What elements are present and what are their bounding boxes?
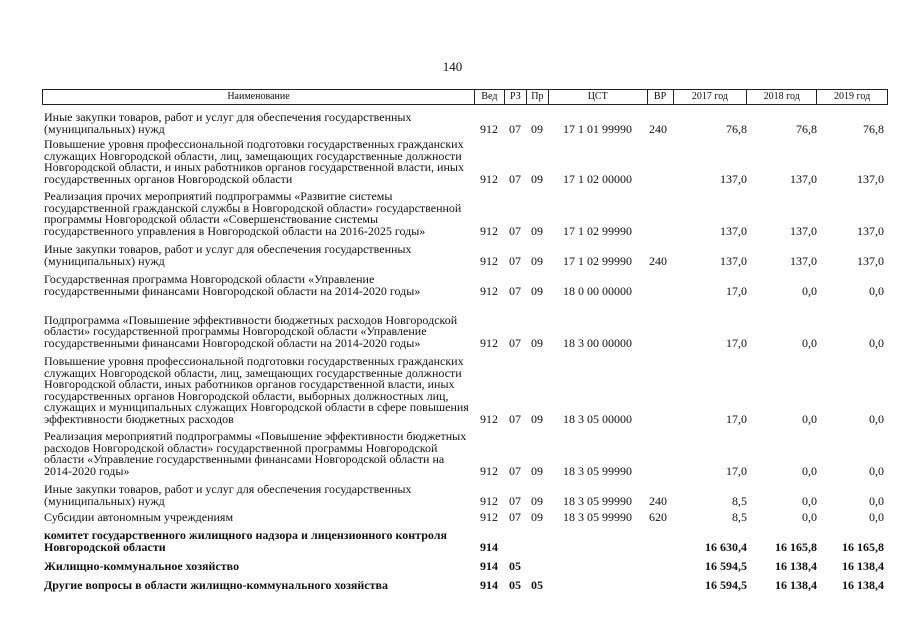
row-cst: 17 1 02 99990 [563,253,632,268]
row-pr: 09 [531,223,543,238]
table-row [42,273,888,297]
row-name: Реализация мероприятий подпрограммы «Повышение эффективности бюджетных расходов Новгородской области» государственной программы Новгородской области «Управление государственными финансами Новгородской области на 2014-2020 годы» [44,429,467,478]
row-name: Государственная программа Новгородской области «Управление государственными финансами Новгородской области на 2014-2020 годы» [44,272,421,298]
row-ved: 914 [480,558,498,573]
row-2018: 16 138,4 [775,558,817,573]
row-pr: 09 [531,171,543,186]
header-2018: 2018 год [746,90,816,104]
row-2018: 16 165,8 [775,539,817,554]
row-name: Повышение уровня профессиональной подготовки государственных гражданских служащих Новгородской области, лиц, замещающих государственные должности Новгородской области, и иных работников органов государственной власти, иных государственных органов Новгородской области [44,137,464,186]
row-pr: 09 [531,493,543,508]
row-ved: 914 [480,539,498,554]
row-2019: 76,8 [863,121,884,136]
header-vr: ВР [647,90,673,104]
row-2017: 17,0 [726,335,747,350]
row-rz: 05 [509,558,521,573]
table-row [42,355,888,425]
header-cst: ЦСТ [548,90,647,104]
row-name: Жилищно-коммунальное хозяйство [44,558,240,573]
row-2017: 16 594,5 [705,558,747,573]
row-2018: 0,0 [802,283,817,298]
row-2018: 0,0 [802,335,817,350]
row-name: Реализация прочих мероприятий подпрограммы «Развитие системы государственной гражданской службы в Новгородской области» государственной программы Новгородской области «Совершенствование системы государственного управления в Новгородской области на 2016-2025 годы» [44,189,462,238]
row-2019: 16 165,8 [842,539,884,554]
row-vr: 240 [649,121,667,136]
row-2018: 137,0 [790,223,817,238]
row-2017: 16 630,4 [705,539,747,554]
table-row [42,243,888,267]
row-vr: 240 [649,253,667,268]
row-rz: 07 [509,283,521,298]
row-2019: 0,0 [869,493,884,508]
row-pr: 05 [531,577,543,592]
table-row [42,529,888,553]
row-2018: 0,0 [802,411,817,426]
row-rz: 07 [509,493,521,508]
row-2018: 137,0 [790,171,817,186]
row-ved: 914 [480,577,498,592]
row-2017: 8,5 [732,493,747,508]
row-vr: 240 [649,493,667,508]
row-cst: 17 1 01 99990 [563,121,632,136]
page-number: 140 [442,59,463,74]
table-row [42,483,888,507]
table-header [42,89,888,105]
row-cst: 18 3 05 99990 [563,463,632,478]
row-2017: 17,0 [726,283,747,298]
row-pr: 09 [531,335,543,350]
row-2018: 16 138,4 [775,577,817,592]
row-2017: 137,0 [720,253,747,268]
row-rz: 07 [509,171,521,186]
row-rz: 05 [509,577,521,592]
row-2017: 17,0 [726,411,747,426]
table-row [42,139,888,185]
row-2018: 76,8 [796,121,817,136]
row-rz: 07 [509,463,521,478]
row-cst: 18 3 00 00000 [563,335,632,350]
row-2019: 16 138,4 [842,577,884,592]
row-name: Иные закупки товаров, работ и услуг для обеспечения государственных (муниципальных) нужд [44,110,412,136]
row-rz: 07 [509,411,521,426]
row-ved: 912 [480,171,498,186]
header-ved: Вед [474,90,504,104]
row-2019: 16 138,4 [842,558,884,573]
row-pr: 09 [531,411,543,426]
row-2017: 16 594,5 [705,577,747,592]
row-name: Повышение уровня профессиональной подготовки государственных гражданских служащих Новгородской области, лиц, замещающих государственные должности Новгородской области, иных работников органов государственной власти, иных государственных органов Новгородской области, выборных должностных лиц, служащих и муниципальных служащих Новгородской области в сфере повышения эффективности бюджетных расходов [44,354,469,426]
row-rz: 07 [509,121,521,136]
row-rz: 07 [509,509,521,524]
row-ved: 912 [480,253,498,268]
row-pr: 09 [531,509,543,524]
row-rz: 07 [509,223,521,238]
row-cst: 17 1 02 99990 [563,223,632,238]
table-row [42,111,888,135]
row-2017: 76,8 [726,121,747,136]
table-row [42,579,888,591]
row-2017: 17,0 [726,463,747,478]
row-ved: 912 [480,335,498,350]
header-name: Наименование [227,91,290,102]
row-ved: 912 [480,283,498,298]
row-pr: 09 [531,283,543,298]
row-2019: 0,0 [869,283,884,298]
table-row [42,431,888,477]
row-2017: 137,0 [720,171,747,186]
row-cst: 17 1 02 00000 [563,171,632,186]
table-row [42,303,888,349]
row-pr: 09 [531,463,543,478]
row-pr: 09 [531,253,543,268]
row-2019: 0,0 [869,509,884,524]
row-name: Другие вопросы в области жилищно-коммунального хозяйства [44,577,389,592]
row-ved: 912 [480,411,498,426]
budget-table [42,89,888,591]
row-pr: 09 [531,121,543,136]
row-2018: 0,0 [802,509,817,524]
row-2018: 0,0 [802,493,817,508]
row-name: Иные закупки товаров, работ и услуг для обеспечения государственных (муниципальных) нужд [44,482,412,508]
table-row [42,511,888,523]
table-body [42,111,888,591]
row-2019: 137,0 [857,171,884,186]
row-ved: 912 [480,121,498,136]
row-ved: 912 [480,463,498,478]
row-rz: 07 [509,253,521,268]
row-name: Субсидии автономным учреждениям [44,509,234,524]
row-name: Подпрограмма «Повышение эффективности бюджетных расходов Новгородской области» государственной программы Новгородской области «Управление государственными финансами Новгородской области на 2014-2020 годы» [44,312,458,350]
table-row [42,560,888,572]
row-vr: 620 [649,509,667,524]
row-ved: 912 [480,509,498,524]
row-cst: 18 3 05 99990 [563,509,632,524]
row-ved: 912 [480,223,498,238]
row-cst: 18 3 05 99990 [563,493,632,508]
row-name: Иные закупки товаров, работ и услуг для обеспечения государственных (муниципальных) нужд [44,242,412,268]
row-rz: 07 [509,335,521,350]
row-cst: 18 0 00 00000 [563,283,632,298]
row-2019: 0,0 [869,463,884,478]
row-2017: 8,5 [732,509,747,524]
row-2018: 0,0 [802,463,817,478]
row-2018: 137,0 [790,253,817,268]
row-name: комитет государственного жилищного надзора и лицензионного контроля Новгородской области [44,528,447,554]
header-pr: Пр [526,90,548,104]
header-2019: 2019 год [816,90,887,104]
row-2019: 137,0 [857,253,884,268]
row-ved: 912 [480,493,498,508]
header-2017: 2017 год [673,90,747,104]
row-2019: 137,0 [857,223,884,238]
row-cst: 18 3 05 00000 [563,411,632,426]
row-2019: 0,0 [869,411,884,426]
row-2019: 0,0 [869,335,884,350]
row-2017: 137,0 [720,223,747,238]
table-row [42,191,888,237]
header-rz: РЗ [504,90,526,104]
